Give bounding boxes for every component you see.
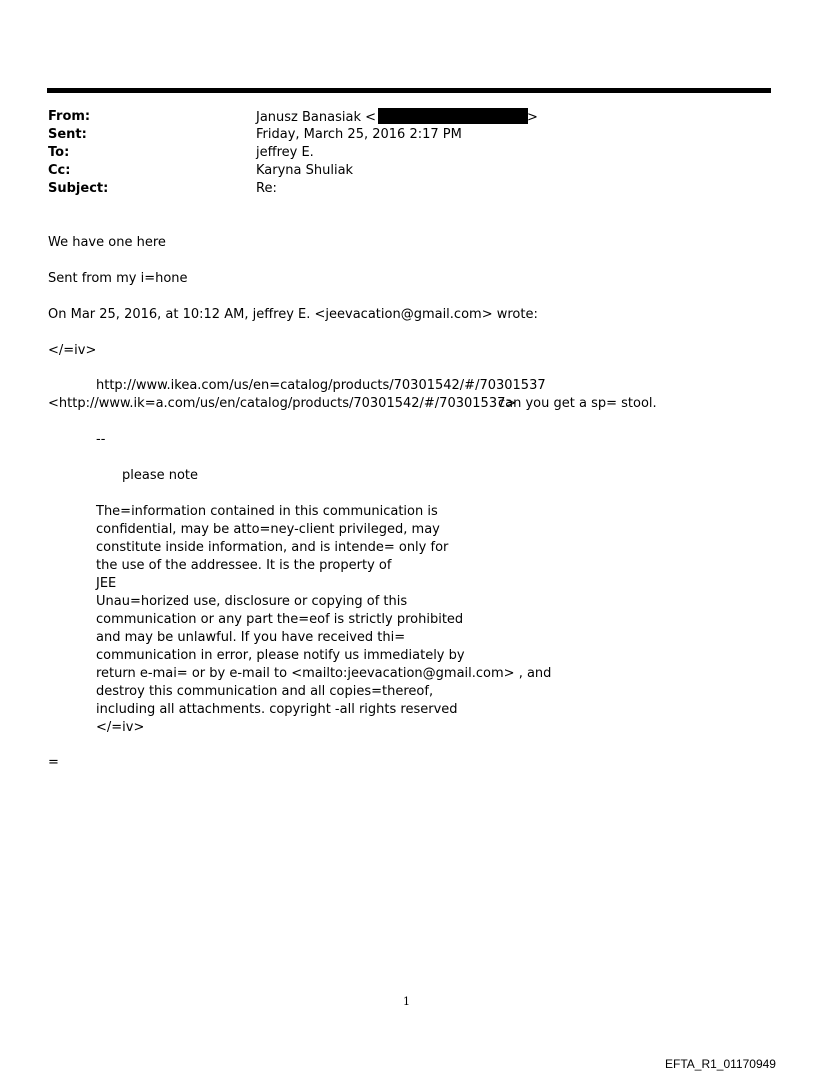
link-line-2[interactable]: <http://www.ik=a.com/us/en/catalog/products/70301542/#/70301537> (48, 396, 517, 411)
cc-value: Karyna Shuliak (256, 163, 354, 178)
disclaimer-line: The=information contained in this communication is (96, 504, 438, 519)
disclaimer-line: </=iv> (96, 720, 145, 735)
page-number: 1 (403, 995, 410, 1008)
disclaimer-block (96, 503, 551, 737)
please-note: please note (122, 468, 199, 483)
to-value: jeffrey E. (256, 145, 314, 160)
disclaimer-line: destroy this communication and all copies=thereof, (96, 684, 434, 699)
disclaimer-line: and may be unlawful. If you have received thi= (96, 630, 406, 645)
subject-label: Subject: (48, 181, 109, 196)
from-value (256, 108, 538, 127)
link-line-1[interactable]: http://www.ikea.com/us/en=catalog/products/70301542/#/70301537 (96, 378, 546, 393)
disclaimer-line: Unau=horized use, disclosure or copying of this (96, 594, 408, 609)
sent-label: Sent: (48, 127, 87, 142)
signature-dashes: -- (96, 432, 106, 447)
document-id: EFTA_R1_01170949 (665, 1057, 776, 1071)
redaction-box (378, 108, 528, 124)
body-line-2: Sent from my i=hone (48, 271, 188, 286)
disclaimer-line: the use of the addressee. It is the property of (96, 558, 392, 573)
header-rule (47, 88, 771, 93)
trailing-equals: = (48, 755, 59, 770)
from-label: From: (48, 109, 91, 124)
disclaimer-line: JEE (96, 576, 117, 591)
disclaimer-line: communication or any part the=eof is strictly prohibited (96, 612, 464, 627)
disclaimer-line: constitute inside information, and is intende= only for (96, 540, 449, 555)
to-label: To: (48, 145, 70, 160)
disclaimer-line: communication in error, please notify us immediately by (96, 648, 465, 663)
subject-value: Re: (256, 181, 277, 196)
body-line-1: We have one here (48, 235, 166, 250)
sent-value: Friday, March 25, 2016 2:17 PM (256, 127, 462, 142)
link-tail: can you get a sp= stool. (498, 396, 657, 411)
body-line-4: </=iv> (48, 343, 97, 358)
body-line-3: On Mar 25, 2016, at 10:12 AM, jeffrey E. <jeevacation@gmail.com> wrote: (48, 307, 538, 322)
disclaimer-line: including all attachments. copyright -all rights reserved (96, 702, 458, 717)
sender-name: Janusz Banasiak < (256, 110, 377, 125)
disclaimer-line: return e-mai= or by e-mail to <mailto:jeevacation@gmail.com> , and (96, 666, 552, 681)
sender-tail: > (527, 110, 538, 125)
cc-label: Cc: (48, 163, 71, 178)
disclaimer-line: confidential, may be atto=ney-client privileged, may (96, 522, 440, 537)
